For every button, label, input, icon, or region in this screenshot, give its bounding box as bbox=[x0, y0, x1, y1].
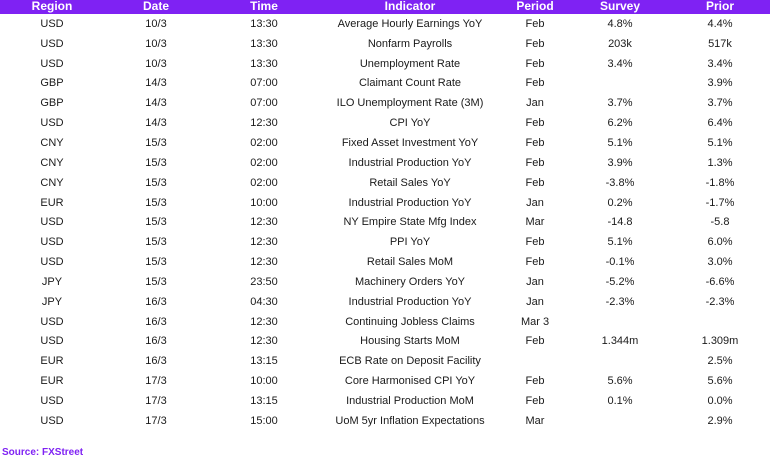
cell-period: Mar bbox=[525, 414, 545, 427]
cell-date: 17/3 bbox=[145, 394, 167, 407]
cell-region: EUR bbox=[40, 375, 64, 388]
cell-time: 13:15 bbox=[250, 355, 278, 368]
cell-region: USD bbox=[40, 236, 64, 249]
cell-prior: 5.1% bbox=[707, 136, 733, 149]
cell-indicator: Unemployment Rate bbox=[359, 57, 461, 70]
cell-survey: 3.4% bbox=[607, 57, 633, 70]
source-credit: Source: FXStreet bbox=[2, 447, 84, 458]
cell-period: Feb bbox=[525, 335, 545, 348]
cell-time: 10:00 bbox=[250, 196, 278, 209]
table-header-row bbox=[0, 0, 770, 14]
cell-survey: 5.1% bbox=[607, 236, 633, 249]
cell-period: Feb bbox=[525, 77, 545, 90]
cell-date: 15/3 bbox=[145, 216, 167, 229]
cell-time: 12:30 bbox=[250, 236, 278, 249]
cell-indicator: Industrial Production MoM bbox=[346, 394, 474, 407]
cell-region: EUR bbox=[40, 196, 64, 209]
cell-date: 16/3 bbox=[145, 335, 167, 348]
cell-indicator: Retail Sales YoY bbox=[369, 176, 451, 189]
cell-survey: -2.3% bbox=[605, 295, 635, 308]
table-row bbox=[0, 74, 770, 94]
cell-region: GBP bbox=[40, 97, 64, 110]
cell-indicator: Fixed Asset Investment YoY bbox=[341, 136, 479, 149]
header-period: Period bbox=[516, 0, 554, 13]
header-prior: Prior bbox=[705, 0, 734, 13]
cell-region: USD bbox=[40, 335, 64, 348]
cell-time: 13:15 bbox=[250, 394, 278, 407]
header-time: Time bbox=[250, 0, 278, 13]
cell-prior: 2.5% bbox=[707, 355, 733, 368]
cell-indicator: PPI YoY bbox=[389, 236, 431, 249]
cell-period: Feb bbox=[525, 176, 545, 189]
cell-date: 16/3 bbox=[145, 315, 167, 328]
cell-survey bbox=[570, 312, 670, 332]
cell-survey: 6.2% bbox=[607, 117, 633, 130]
cell-period: Feb bbox=[525, 37, 545, 50]
table-row bbox=[0, 113, 770, 133]
cell-time: 23:50 bbox=[250, 275, 278, 288]
cell-indicator: Industrial Production YoY bbox=[348, 295, 472, 308]
cell-region: USD bbox=[40, 37, 64, 50]
cell-region: USD bbox=[40, 394, 64, 407]
cell-region: GBP bbox=[40, 77, 64, 90]
cell-survey bbox=[570, 74, 670, 94]
cell-period: Feb bbox=[525, 394, 545, 407]
cell-prior: 0.0% bbox=[707, 394, 733, 407]
cell-time: 02:00 bbox=[250, 156, 278, 169]
cell-date: 15/3 bbox=[145, 236, 167, 249]
cell-region: USD bbox=[40, 57, 64, 70]
table-row bbox=[0, 54, 770, 74]
cell-survey bbox=[570, 351, 670, 371]
cell-prior: 3.4% bbox=[707, 57, 733, 70]
cell-date: 15/3 bbox=[145, 196, 167, 209]
cell-period: Mar bbox=[525, 216, 545, 229]
table-row bbox=[0, 212, 770, 232]
cell-indicator: CPI YoY bbox=[389, 117, 431, 130]
cell-region: JPY bbox=[41, 295, 63, 308]
table-row bbox=[0, 93, 770, 113]
cell-survey: 4.8% bbox=[607, 17, 633, 30]
cell-survey: 5.1% bbox=[607, 136, 633, 149]
cell-prior: -1.8% bbox=[705, 176, 735, 189]
cell-indicator: Industrial Production YoY bbox=[348, 156, 472, 169]
table-body bbox=[0, 14, 770, 431]
cell-prior: 5.6% bbox=[707, 375, 733, 388]
table-row bbox=[0, 252, 770, 272]
cell-prior: -2.3% bbox=[705, 295, 735, 308]
cell-date: 15/3 bbox=[145, 156, 167, 169]
table-row bbox=[0, 272, 770, 292]
table-row bbox=[0, 34, 770, 54]
table-row bbox=[0, 153, 770, 173]
cell-prior: 3.7% bbox=[707, 97, 733, 110]
cell-period: Jan bbox=[526, 196, 544, 209]
cell-indicator: Retail Sales MoM bbox=[366, 256, 454, 269]
cell-survey: -5.2% bbox=[605, 275, 635, 288]
table-row bbox=[0, 14, 770, 34]
cell-survey bbox=[570, 411, 670, 431]
cell-date: 16/3 bbox=[145, 295, 167, 308]
cell-survey: 3.7% bbox=[607, 97, 633, 110]
cell-time: 12:30 bbox=[250, 117, 278, 130]
cell-indicator: Claimant Count Rate bbox=[358, 77, 462, 90]
cell-survey: 0.1% bbox=[607, 394, 633, 407]
cell-date: 15/3 bbox=[145, 256, 167, 269]
cell-time: 13:30 bbox=[250, 17, 278, 30]
cell-prior: -6.6% bbox=[705, 275, 735, 288]
cell-survey: 5.6% bbox=[607, 375, 633, 388]
cell-time: 07:00 bbox=[250, 77, 278, 90]
cell-date: 10/3 bbox=[145, 57, 167, 70]
cell-indicator: Machinery Orders YoY bbox=[354, 275, 466, 288]
cell-date: 14/3 bbox=[145, 97, 167, 110]
cell-prior bbox=[670, 312, 770, 332]
cell-period: Feb bbox=[525, 117, 545, 130]
cell-indicator: Continuing Jobless Claims bbox=[345, 315, 475, 328]
cell-period: Feb bbox=[525, 136, 545, 149]
cell-prior: 6.4% bbox=[707, 117, 733, 130]
cell-prior: 2.9% bbox=[707, 414, 733, 427]
cell-time: 04:30 bbox=[250, 295, 278, 308]
cell-region: USD bbox=[40, 17, 64, 30]
cell-period: Feb bbox=[525, 236, 545, 249]
cell-prior: -5.8 bbox=[710, 216, 730, 229]
cell-survey: -3.8% bbox=[605, 176, 635, 189]
cell-date: 15/3 bbox=[145, 136, 167, 149]
cell-period: Jan bbox=[526, 97, 544, 110]
table-row bbox=[0, 411, 770, 431]
cell-date: 15/3 bbox=[145, 275, 167, 288]
cell-prior: 1.309m bbox=[701, 335, 739, 348]
cell-indicator: Core Harmonised CPI YoY bbox=[344, 375, 476, 388]
header-region: Region bbox=[31, 0, 73, 13]
cell-period: Feb bbox=[525, 17, 545, 30]
cell-time: 12:30 bbox=[250, 335, 278, 348]
table-row bbox=[0, 312, 770, 332]
cell-period: Feb bbox=[525, 375, 545, 388]
cell-survey: 203k bbox=[608, 37, 632, 50]
cell-region: USD bbox=[40, 256, 64, 269]
cell-time: 15:00 bbox=[250, 414, 278, 427]
cell-time: 12:30 bbox=[250, 216, 278, 229]
cell-survey: 3.9% bbox=[607, 156, 633, 169]
table-row bbox=[0, 371, 770, 391]
cell-date: 16/3 bbox=[145, 355, 167, 368]
cell-date: 17/3 bbox=[145, 414, 167, 427]
table-row bbox=[0, 193, 770, 213]
cell-survey: 0.2% bbox=[607, 196, 633, 209]
cell-indicator: ILO Unemployment Rate (3M) bbox=[336, 97, 484, 110]
cell-prior: 3.0% bbox=[707, 256, 733, 269]
cell-indicator: ECB Rate on Deposit Facility bbox=[339, 355, 481, 368]
table-row bbox=[0, 351, 770, 371]
table-row bbox=[0, 292, 770, 312]
cell-indicator: UoM 5yr Inflation Expectations bbox=[335, 414, 485, 427]
cell-period: Feb bbox=[525, 256, 545, 269]
cell-time: 02:00 bbox=[250, 136, 278, 149]
cell-date: 14/3 bbox=[145, 117, 167, 130]
cell-date: 17/3 bbox=[145, 375, 167, 388]
cell-indicator: Industrial Production YoY bbox=[348, 196, 472, 209]
cell-time: 12:30 bbox=[250, 315, 278, 328]
cell-region: CNY bbox=[40, 176, 64, 189]
cell-time: 13:30 bbox=[250, 37, 278, 50]
cell-survey: 1.344m bbox=[601, 335, 639, 348]
table-row bbox=[0, 391, 770, 411]
cell-prior: 1.3% bbox=[707, 156, 733, 169]
cell-period bbox=[500, 351, 570, 371]
cell-prior: -1.7% bbox=[705, 196, 735, 209]
table-row bbox=[0, 173, 770, 193]
cell-time: 13:30 bbox=[250, 57, 278, 70]
cell-period: Feb bbox=[525, 57, 545, 70]
cell-time: 10:00 bbox=[250, 375, 278, 388]
cell-indicator: Housing Starts MoM bbox=[360, 335, 460, 348]
cell-region: JPY bbox=[41, 275, 63, 288]
cell-date: 10/3 bbox=[145, 37, 167, 50]
table-row bbox=[0, 133, 770, 153]
cell-period: Feb bbox=[525, 156, 545, 169]
cell-indicator: Average Hourly Earnings YoY bbox=[337, 17, 483, 30]
cell-period: Mar 3 bbox=[520, 315, 550, 328]
cell-prior: 517k bbox=[708, 37, 732, 50]
cell-time: 12:30 bbox=[250, 256, 278, 269]
cell-indicator: NY Empire State Mfg Index bbox=[343, 216, 477, 229]
cell-region: CNY bbox=[40, 156, 64, 169]
cell-region: USD bbox=[40, 414, 64, 427]
cell-period: Jan bbox=[526, 275, 544, 288]
cell-date: 10/3 bbox=[145, 17, 167, 30]
header-survey: Survey bbox=[599, 0, 641, 13]
header-date: Date bbox=[142, 0, 169, 13]
cell-survey: -0.1% bbox=[605, 256, 635, 269]
cell-region: USD bbox=[40, 216, 64, 229]
cell-region: CNY bbox=[40, 136, 64, 149]
cell-region: USD bbox=[40, 315, 64, 328]
cell-time: 07:00 bbox=[250, 97, 278, 110]
cell-region: USD bbox=[40, 117, 64, 130]
table-row bbox=[0, 232, 770, 252]
cell-indicator: Nonfarm Payrolls bbox=[367, 37, 453, 50]
header-indicator: Indicator bbox=[384, 0, 436, 13]
cell-time: 02:00 bbox=[250, 176, 278, 189]
cell-period: Jan bbox=[526, 295, 544, 308]
cell-date: 15/3 bbox=[145, 176, 167, 189]
cell-survey: -14.8 bbox=[607, 216, 633, 229]
table-row bbox=[0, 332, 770, 352]
cell-date: 14/3 bbox=[145, 77, 167, 90]
cell-prior: 6.0% bbox=[707, 236, 733, 249]
cell-region: EUR bbox=[40, 355, 64, 368]
cell-prior: 3.9% bbox=[707, 77, 733, 90]
cell-prior: 4.4% bbox=[707, 17, 733, 30]
